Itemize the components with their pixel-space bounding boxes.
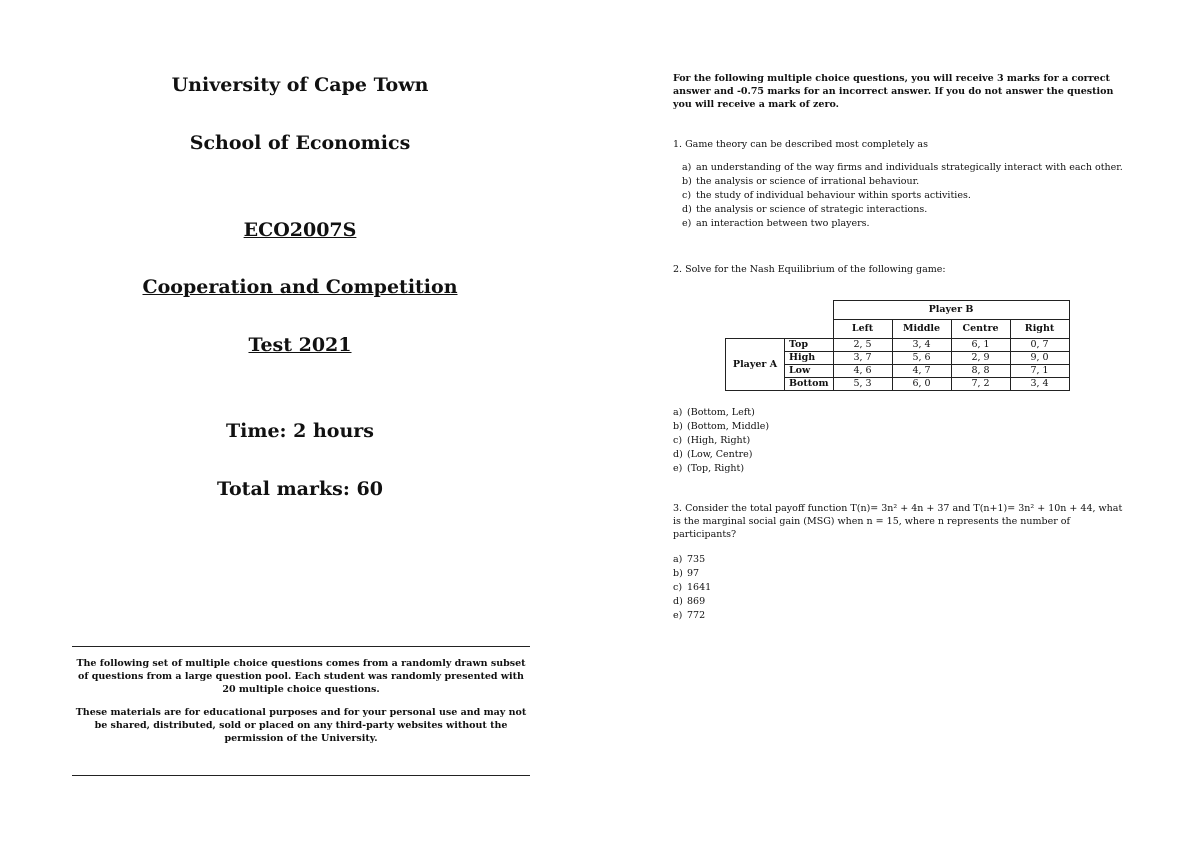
payoff-cell: 0, 7	[1010, 339, 1069, 352]
questions-page	[600, 0, 1200, 849]
payoff-cell: 4, 7	[892, 365, 951, 378]
row-strategy: Bottom	[785, 378, 834, 391]
course-name: Cooperation and Competition	[142, 276, 458, 298]
payoff-cell: 6, 0	[892, 378, 951, 391]
school-title: School of Economics	[189, 132, 411, 154]
questions-content	[673, 72, 1133, 623]
row-strategy: Low	[785, 365, 834, 378]
list-item: d) (Low, Centre)	[673, 449, 753, 460]
question-2-options	[673, 406, 1133, 476]
row-strategy: Top	[785, 339, 834, 352]
payoff-cell: 4, 6	[833, 365, 892, 378]
payoff-cell: 5, 6	[892, 352, 951, 365]
payoff-cell: 3, 4	[892, 339, 951, 352]
list-item: c) 1641	[673, 582, 712, 593]
list-item: a) (Bottom, Left)	[673, 407, 755, 418]
question-3: 3. Consider the total payoff function T(n)= 3n² + 4n + 37 and T(n+1)= 3n² + 10n + 44, what is the marginal social gain (MSG) when n = 15, where n represents the number of participants?	[673, 503, 1123, 540]
list-item: b) the analysis or science of irrational behaviour.	[682, 176, 920, 187]
list-item: e) 772	[673, 610, 706, 621]
list-item: b) 97	[673, 568, 700, 579]
question-1: 1. Game theory can be described most completely as	[673, 139, 928, 150]
payoff-cell: 7, 2	[951, 378, 1010, 391]
university-title: University of Cape Town	[171, 74, 429, 96]
course-code: ECO2007S	[243, 219, 357, 241]
list-item: a) 735	[673, 554, 706, 565]
column-header: Left	[833, 320, 892, 339]
row-strategy: High	[785, 352, 834, 365]
list-item: d) 869	[673, 596, 706, 607]
list-item: b) (Bottom, Middle)	[673, 421, 770, 432]
question-2: 2. Solve for the Nash Equilibrium of the following game:	[673, 264, 946, 275]
list-item: a) an understanding of the way firms and individuals strategically interact with each other.	[682, 162, 1123, 173]
payoff-matrix	[725, 300, 1070, 391]
total-marks: Total marks: 60	[217, 478, 383, 500]
payoff-cell: 2, 9	[951, 352, 1010, 365]
question-1-options	[673, 161, 1133, 231]
player-b-label: Player B	[833, 301, 1069, 320]
player-a-label: Player A	[726, 339, 785, 391]
payoff-cell: 3, 4	[1010, 378, 1069, 391]
column-header: Middle	[892, 320, 951, 339]
notice-paragraph-1: The following set of multiple choice questions comes from a randomly drawn subset of questions from a large question pool. Each student was randomly presented with 20 multiple choice questions.	[76, 658, 526, 695]
notice-paragraph-2: These materials are for educational purposes and for your personal use and may not be shared, distributed, sold or placed on any third-party websites without the permission of the University.	[75, 707, 527, 744]
time-allowed: Time: 2 hours	[225, 420, 375, 442]
payoff-cell: 5, 3	[833, 378, 892, 391]
list-item: e) (Top, Right)	[673, 463, 745, 474]
table-row	[726, 339, 1070, 352]
column-header: Right	[1010, 320, 1069, 339]
test-title: Test 2021	[248, 334, 352, 356]
payoff-cell: 9, 0	[1010, 352, 1069, 365]
list-item: e) an interaction between two players.	[682, 218, 870, 229]
payoff-cell: 8, 8	[951, 365, 1010, 378]
payoff-cell: 6, 1	[951, 339, 1010, 352]
usage-notice	[72, 646, 530, 776]
payoff-cell: 7, 1	[1010, 365, 1069, 378]
list-item: d) the analysis or science of strategic interactions.	[682, 204, 928, 215]
list-item: c) the study of individual behaviour within sports activities.	[682, 190, 971, 201]
payoff-cell: 2, 5	[833, 339, 892, 352]
payoff-cell: 3, 7	[833, 352, 892, 365]
marking-instructions: For the following multiple choice questions, you will receive 3 marks for a correct answer and -0.75 marks for an incorrect answer. If you do not answer the question you will receive a mark of zero.	[673, 73, 1114, 110]
column-header: Centre	[951, 320, 1010, 339]
list-item: c) (High, Right)	[673, 435, 751, 446]
question-3-options	[673, 553, 1133, 623]
